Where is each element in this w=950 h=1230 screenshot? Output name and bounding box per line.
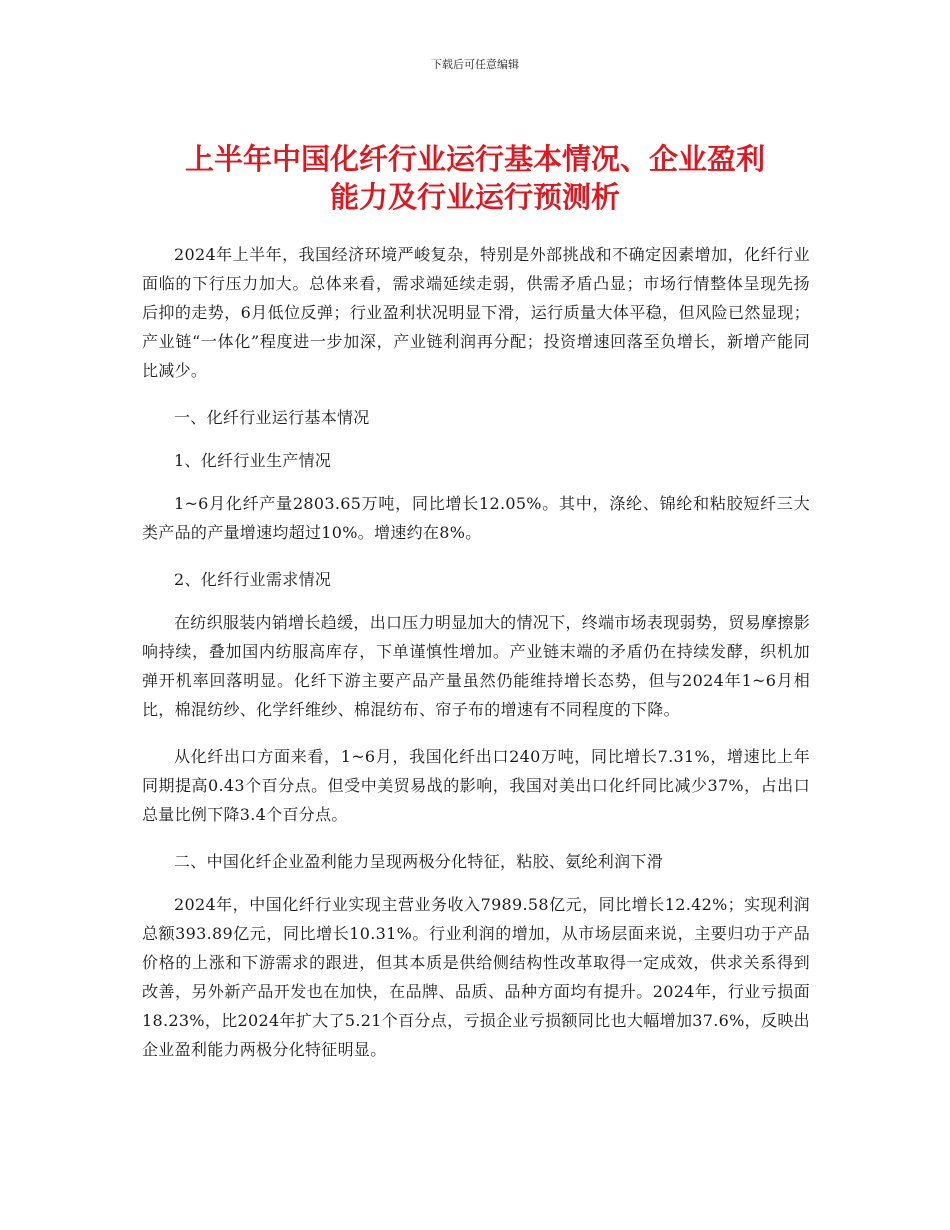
document-body <box>142 240 810 1082</box>
page-header-note: 下载后可任意编辑 <box>431 58 519 71</box>
document-title-line-2: 能力及行业运行预测析 <box>329 180 620 214</box>
document-title <box>120 140 830 216</box>
document-title-line-1: 上半年中国化纤行业运行基本情况、企业盈利 <box>184 142 765 176</box>
section-heading-1: 一、化纤行业运行基本情况 <box>174 408 370 427</box>
demand-paragraph: 在纺织服装内销增长趋缓，出口压力明显加大的情况下，终端市场表现弱势，贸易摩擦影响持续，叠加国内纺服高库存，下单谨慎性增加。产业链末端的矛盾仍在持续发酵，织机加弹开机率回落明显。化纤下游主要产品产量虽然仍能维持增长态势，但与2024年1~6月相比，棉混纺纱、化学纤维纱、棉混纺布、帘子布的增速有不同程度的下降。 <box>142 613 810 719</box>
section-heading-2: 二、中国化纤企业盈利能力呈现两极分化特征，粘胶、氨纶利润下滑 <box>174 852 664 871</box>
profit-paragraph: 2024年，中国化纤行业实现主营业务收入7989.58亿元，同比增长12.42%；实现利润总额393.89亿元，同比增长10.31%。行业利润的增加，从市场层面来说，主要归功于产品价格的上涨和下游需求的跟进，但其本质是供给侧结构性改革取得一定成效，供求关系得到改善，另外新产品开发也在加快，在品牌、品质、品种方面均有提升。2024年，行业亏损面18.23%，比2024年扩大了5.21个百分点，亏损企业亏损额同比也大幅增加37.6%，反映出企业盈利能力两极分化特征明显。 <box>142 895 810 1059</box>
subsection-heading-production: 1、化纤行业生产情况 <box>174 451 332 470</box>
subsection-heading-demand: 2、化纤行业需求情况 <box>174 570 332 589</box>
intro-paragraph: 2024年上半年，我国经济环境严峻复杂，特别是外部挑战和不确定因素增加，化纤行业面临的下行压力加大。总体来看，需求端延续走弱，供需矛盾凸显；市场行情整体呈现先扬后抑的走势，6月低位反弹；行业盈利状况明显下滑，运行质量大体平稳，但风险已然显现；产业链“一体化”程度进一步加深，产业链利润再分配；投资增速回落至负增长，新增产能同比减少。 <box>142 245 810 380</box>
export-paragraph: 从化纤出口方面来看，1~6月，我国化纤出口240万吨，同比增长7.31%，增速比上年同期提高0.43个百分点。但受中美贸易战的影响，我国对美出口化纤同比减少37%，占出口总量比例下降3.4个百分点。 <box>142 747 810 824</box>
production-paragraph: 1~6月化纤产量2803.65万吨，同比增长12.05%。其中，涤纶、锦纶和粘胶短纤三大类产品的产量增速均超过10%。增速约在8%。 <box>142 494 810 542</box>
